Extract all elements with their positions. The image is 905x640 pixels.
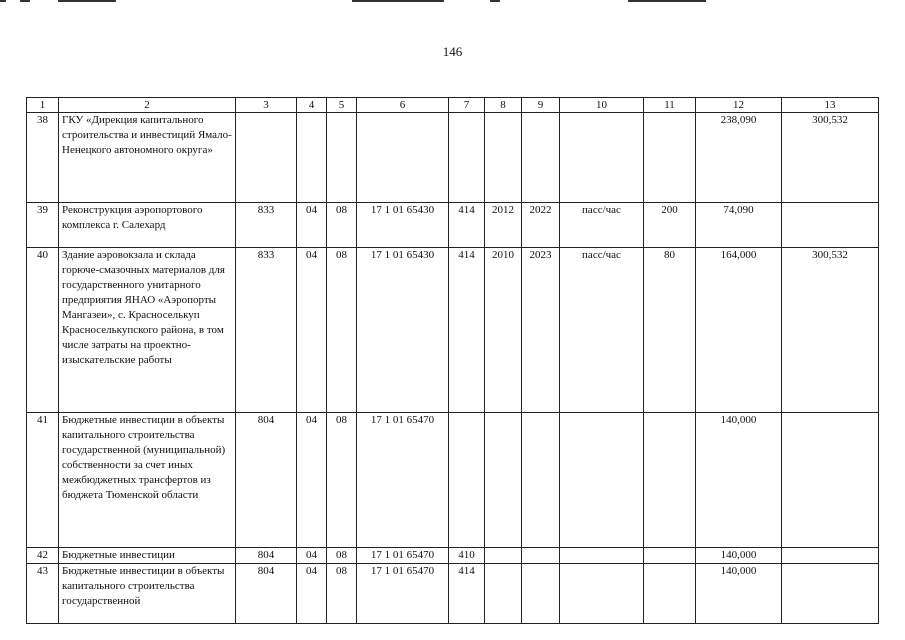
amount-col-13: [782, 413, 879, 548]
amount-col-13: 300,532: [782, 248, 879, 413]
target-article: 17 1 01 65470: [357, 564, 449, 624]
column-header: 12: [696, 98, 782, 113]
end-year: 2023: [522, 248, 560, 413]
amount-col-12: 164,000: [696, 248, 782, 413]
end-year: [522, 564, 560, 624]
scan-artifact: [58, 0, 116, 2]
amount-col-12: 140,000: [696, 548, 782, 564]
start-year: 2010: [485, 248, 522, 413]
start-year: [485, 564, 522, 624]
item-name: Бюджетные инвестиции в объекты капитального строительства государственной (муниципальной) собственности за счет иных межбюджетных трансфертов из бюджета Тюменской области: [59, 413, 236, 548]
start-year: [485, 113, 522, 203]
scan-artifact: [490, 0, 500, 2]
section-code: 04: [297, 203, 327, 248]
capacity-value: 200: [644, 203, 696, 248]
end-year: [522, 413, 560, 548]
capacity-value: [644, 413, 696, 548]
table-body: [27, 98, 879, 624]
row-number: 40: [27, 248, 59, 413]
start-year: [485, 413, 522, 548]
target-article: 17 1 01 65430: [357, 203, 449, 248]
column-header: 3: [236, 98, 297, 113]
column-header: 11: [644, 98, 696, 113]
item-name: Бюджетные инвестиции в объекты капитального строительства государственной: [59, 564, 236, 624]
capacity-unit: пасс/час: [560, 248, 644, 413]
column-header: 4: [297, 98, 327, 113]
expense-type: [449, 413, 485, 548]
capacity-unit: [560, 413, 644, 548]
expense-type: [449, 113, 485, 203]
scan-artifact: [628, 0, 706, 2]
capacity-unit: [560, 113, 644, 203]
capacity-unit: [560, 564, 644, 624]
scan-artifact: [0, 0, 6, 2]
amount-col-12: 74,090: [696, 203, 782, 248]
table-row: [27, 548, 879, 564]
start-year: 2012: [485, 203, 522, 248]
end-year: [522, 548, 560, 564]
column-header: 9: [522, 98, 560, 113]
ministry-code: 833: [236, 203, 297, 248]
amount-col-13: [782, 548, 879, 564]
capacity-value: [644, 564, 696, 624]
end-year: 2022: [522, 203, 560, 248]
subsection-code: 08: [327, 203, 357, 248]
row-number: 42: [27, 548, 59, 564]
ministry-code: 833: [236, 248, 297, 413]
column-header: 7: [449, 98, 485, 113]
section-code: 04: [297, 413, 327, 548]
start-year: [485, 548, 522, 564]
row-number: 39: [27, 203, 59, 248]
column-header: 10: [560, 98, 644, 113]
row-number: 41: [27, 413, 59, 548]
section-code: 04: [297, 564, 327, 624]
subsection-code: 08: [327, 413, 357, 548]
capacity-unit: [560, 548, 644, 564]
amount-col-12: 140,000: [696, 413, 782, 548]
ministry-code: 804: [236, 548, 297, 564]
expense-type: 414: [449, 203, 485, 248]
target-article: 17 1 01 65470: [357, 413, 449, 548]
amount-col-12: 140,000: [696, 564, 782, 624]
ministry-code: 804: [236, 413, 297, 548]
column-header: 2: [59, 98, 236, 113]
subsection-code: 08: [327, 548, 357, 564]
item-name: ГКУ «Дирекция капитального строительства и инвестиций Ямало-Ненецкого автономного округа»: [59, 113, 236, 203]
header-row: [27, 98, 879, 113]
item-name: Реконструкция аэропортового комплекса г. Салехард: [59, 203, 236, 248]
scan-artifact: [20, 0, 30, 2]
target-article: 17 1 01 65430: [357, 248, 449, 413]
end-year: [522, 113, 560, 203]
column-header: 8: [485, 98, 522, 113]
table-row: [27, 248, 879, 413]
expense-type: 414: [449, 564, 485, 624]
target-article: [357, 113, 449, 203]
column-header: 5: [327, 98, 357, 113]
scan-artifact: [352, 0, 444, 2]
subsection-code: 08: [327, 564, 357, 624]
table-row: [27, 413, 879, 548]
ministry-code: [236, 113, 297, 203]
subsection-code: 08: [327, 248, 357, 413]
amount-col-13: [782, 564, 879, 624]
expense-type: 410: [449, 548, 485, 564]
table-row: [27, 113, 879, 203]
capacity-value: [644, 113, 696, 203]
capacity-unit: пасс/час: [560, 203, 644, 248]
table-row: [27, 564, 879, 624]
column-header: 6: [357, 98, 449, 113]
section-code: [297, 113, 327, 203]
expense-type: 414: [449, 248, 485, 413]
ministry-code: 804: [236, 564, 297, 624]
amount-col-12: 238,090: [696, 113, 782, 203]
item-name: Бюджетные инвестиции: [59, 548, 236, 564]
column-header: 13: [782, 98, 879, 113]
target-article: 17 1 01 65470: [357, 548, 449, 564]
column-header: 1: [27, 98, 59, 113]
capacity-value: 80: [644, 248, 696, 413]
subsection-code: [327, 113, 357, 203]
row-number: 43: [27, 564, 59, 624]
section-code: 04: [297, 248, 327, 413]
amount-col-13: 300,532: [782, 113, 879, 203]
budget-table: [26, 97, 879, 624]
table-row: [27, 203, 879, 248]
capacity-value: [644, 548, 696, 564]
section-code: 04: [297, 548, 327, 564]
item-name: Здание аэровокзала и склада горюче-смазочных материалов для государственного унитарного предприятия ЯНАО «Аэропорты Мангазеи», с. Красноселькуп Красноселькупского района, в том числе затраты на проектно-изыскательские работы: [59, 248, 236, 413]
amount-col-13: [782, 203, 879, 248]
page-number: 146: [442, 44, 463, 59]
row-number: 38: [27, 113, 59, 203]
